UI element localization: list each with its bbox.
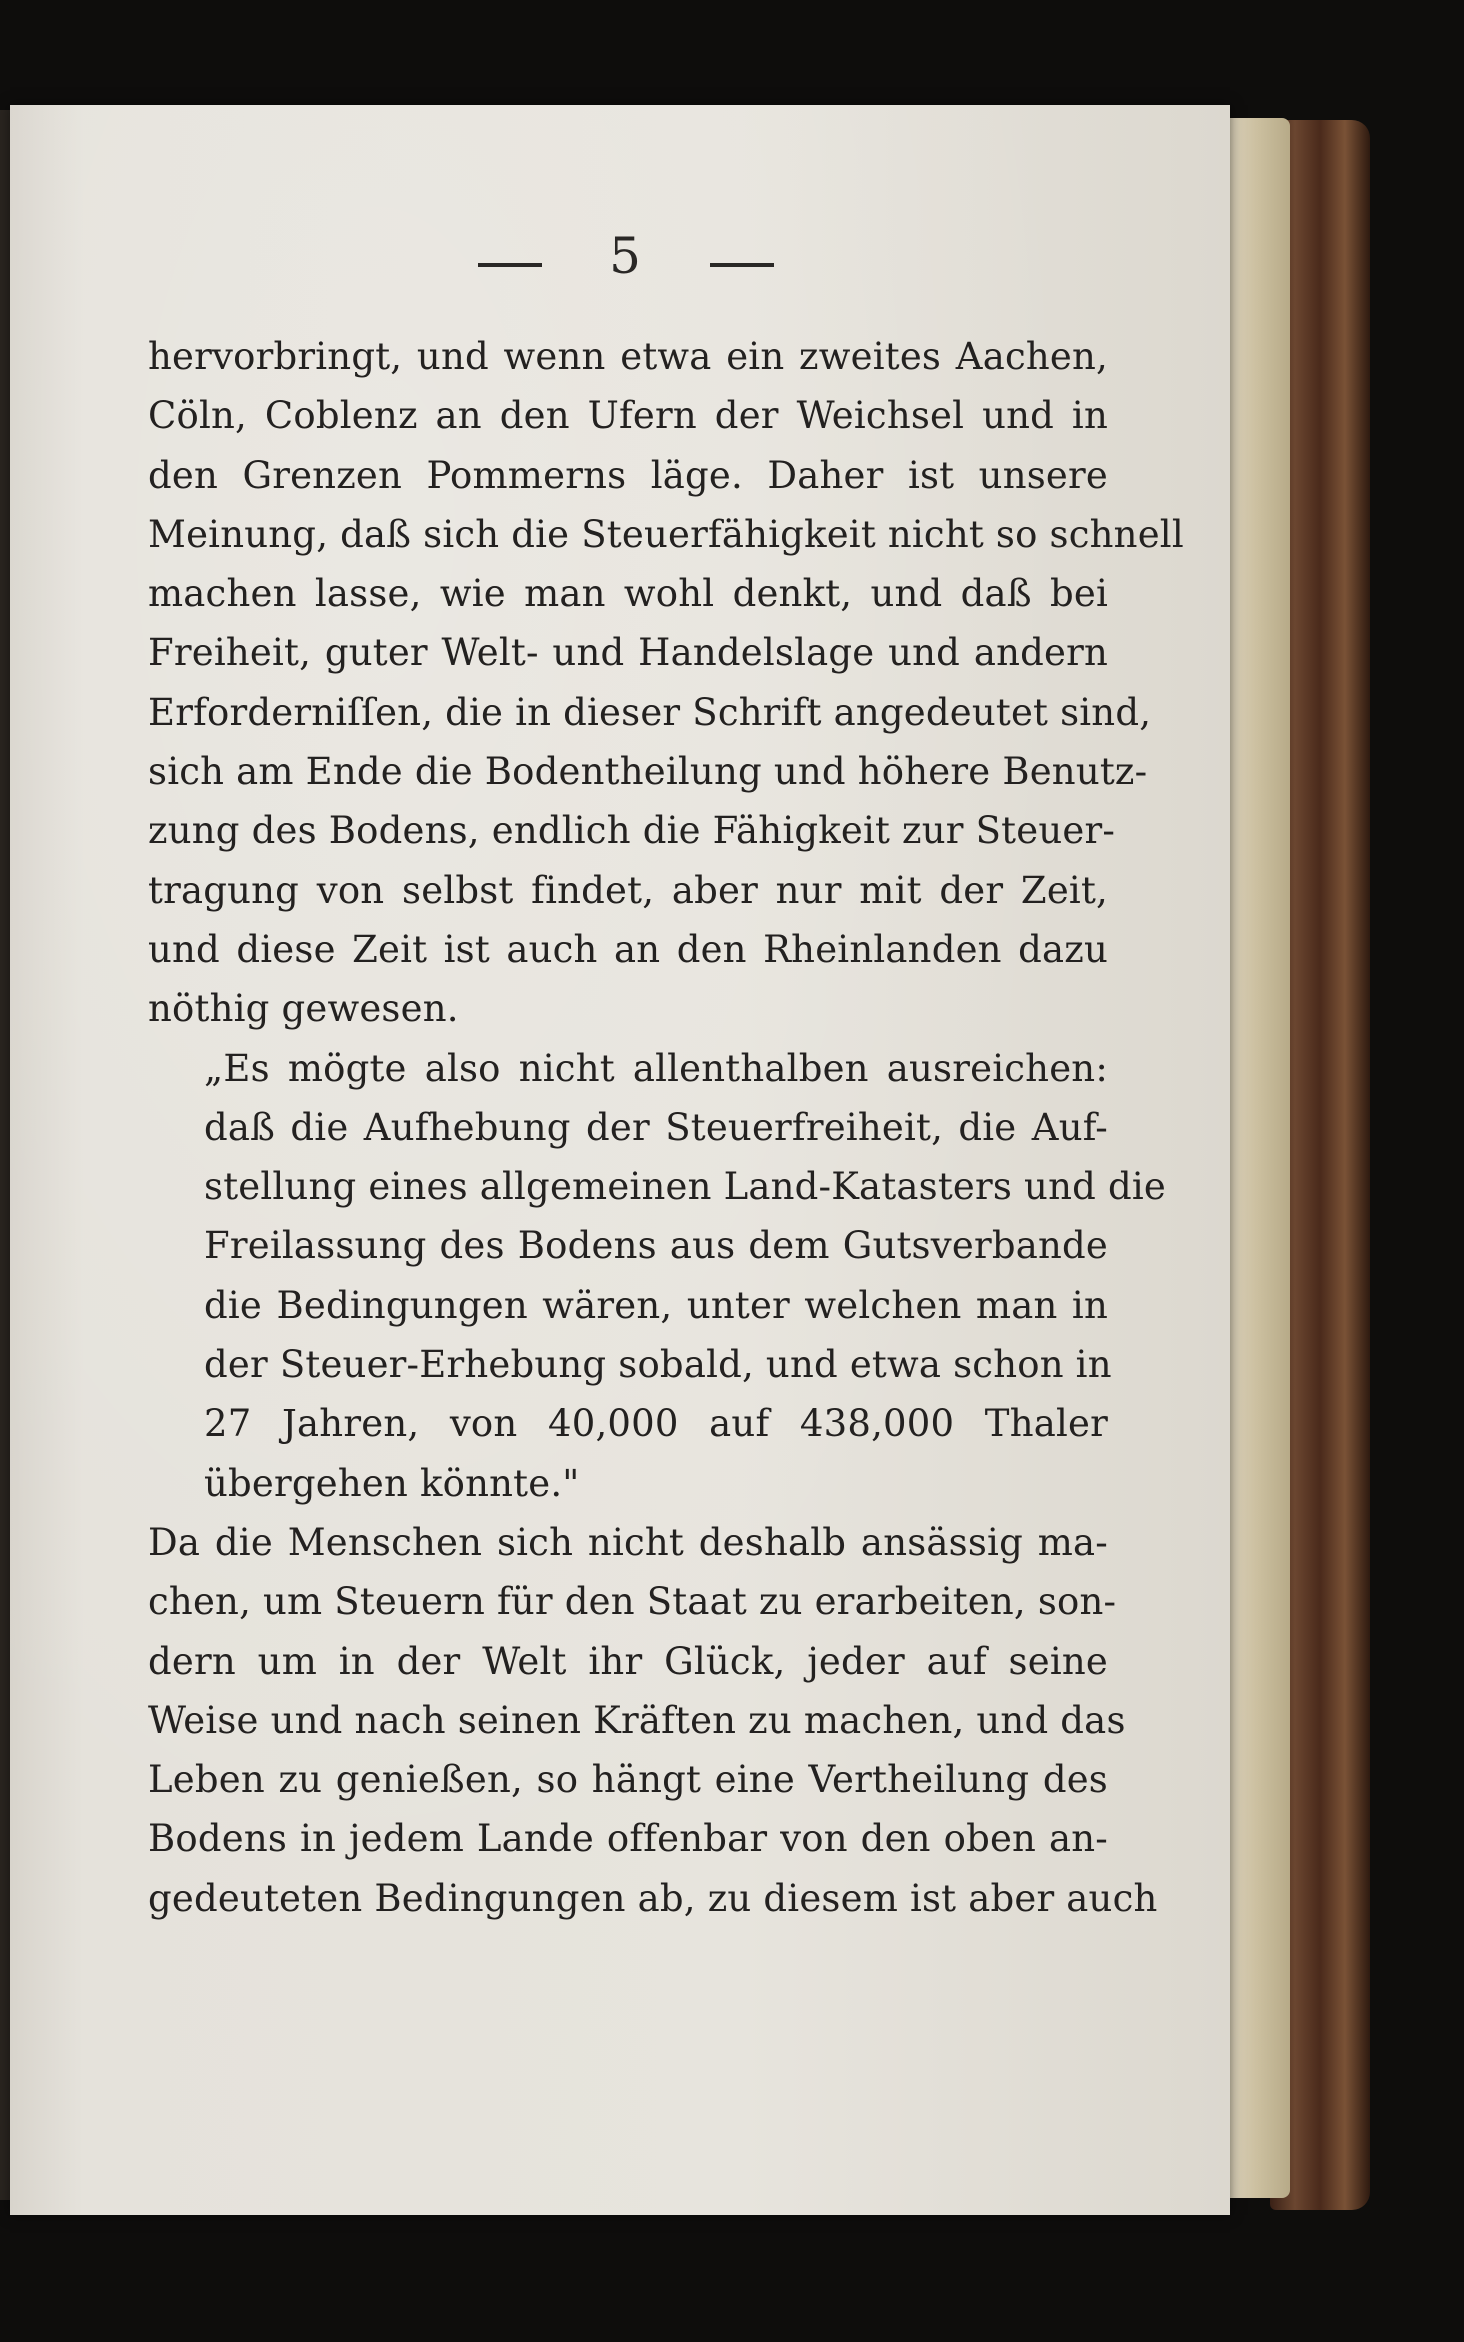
text-line: dern um in der Welt ihr Glück, jeder auf seine: [148, 1639, 1108, 1683]
text-line: hervorbringt, und wenn etwa ein zweites Aachen,: [148, 335, 1108, 378]
header-dash-right: [710, 263, 774, 267]
book-page: [10, 105, 1230, 2215]
page-number: 5: [609, 227, 641, 285]
text-line: Meinung, daß sich die Steuerfähigkeit nicht so schnell: [148, 512, 1184, 556]
body-text: [148, 327, 1184, 1928]
quote-line: daß die Aufhebung der Steuerfreiheit, die Auf-: [204, 1105, 1108, 1149]
text-line: den Grenzen Pommerns läge. Daher ist unsere: [148, 453, 1108, 497]
text-line: tragung von selbst findet, aber nur mit der Zeit,: [148, 868, 1108, 912]
text-line: Erforderniſſen, die in dieser Schrift angedeutet sind,: [148, 690, 1152, 734]
quote-line: übergehen könnte.": [204, 1461, 580, 1505]
quote-line: stellung eines allgemeinen Land-Katasters und die: [204, 1165, 1166, 1209]
header-dash-left: [478, 263, 542, 267]
text-line: gedeuteten Bedingungen ab, zu diesem ist aber auch: [148, 1876, 1158, 1920]
text-line: Cöln, Coblenz an den Ufern der Weichsel und in: [148, 394, 1108, 438]
text-line: und diese Zeit ist auch an den Rheinlanden dazu: [148, 927, 1108, 971]
quote-line: „Es mögte also nicht allenthalben ausreichen:: [204, 1046, 1108, 1090]
quote-line: die Bedingungen wären, unter welchen man in: [204, 1283, 1108, 1327]
text-line: Da die Menschen sich nicht deshalb ansässig ma-: [148, 1520, 1108, 1564]
text-line: chen, um Steuern für den Staat zu erarbeiten, son-: [148, 1580, 1117, 1624]
quote-line: der Steuer-Erhebung sobald, und etwa schon in: [204, 1343, 1112, 1387]
text-line: Bodens in jedem Lande offenbar von den oben an-: [148, 1817, 1108, 1861]
text-line: machen lasse, wie man wohl denkt, und daß bei: [148, 572, 1108, 616]
text-line: Leben zu genießen, so hängt eine Vertheilung des: [148, 1758, 1108, 1802]
text-line: sich am Ende die Bodentheilung und höhere Benutz-: [148, 750, 1148, 794]
text-line: Freiheit, guter Welt- und Handelslage und andern: [148, 631, 1108, 675]
quote-line: 27 Jahren, von 40,000 auf 438,000 Thaler: [204, 1402, 1108, 1446]
quote-line: Freilassung des Bodens aus dem Gutsverbande: [204, 1224, 1108, 1268]
text-line: nöthig gewesen.: [148, 987, 459, 1031]
text-line: zung des Bodens, endlich die Fähigkeit zur Steuer-: [148, 809, 1116, 853]
text-line: Weise und nach seinen Kräften zu machen, und das: [148, 1698, 1126, 1742]
